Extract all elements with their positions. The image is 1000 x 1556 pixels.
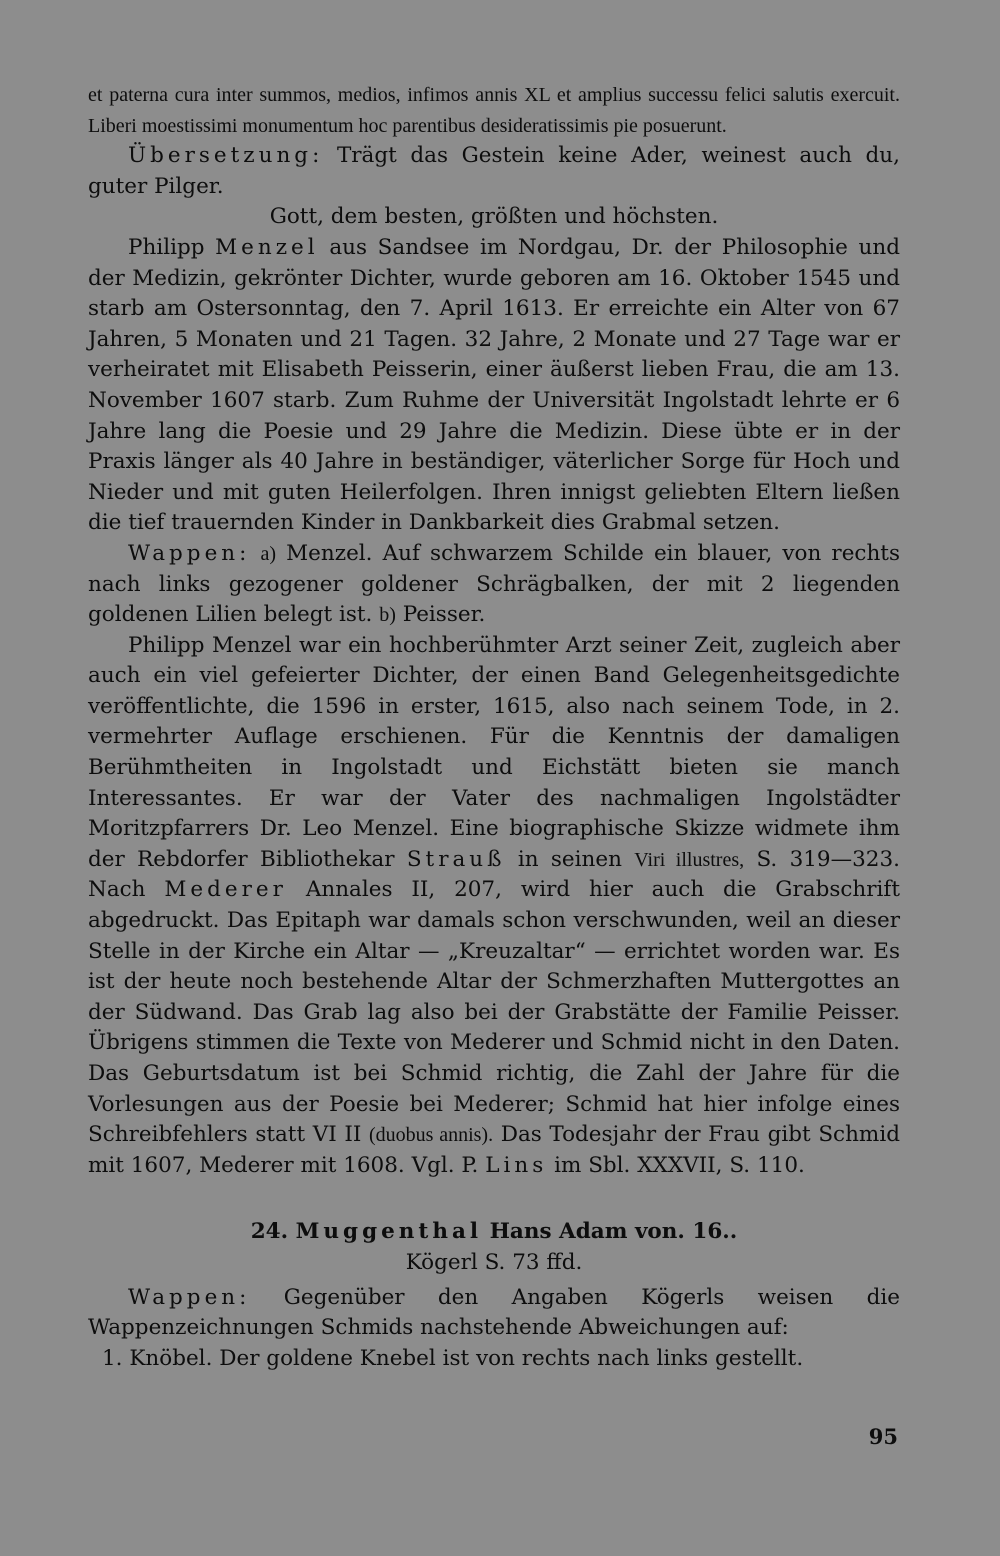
wappen-label-1: Wappen: <box>128 540 251 566</box>
menzel-paragraph <box>88 233 900 539</box>
duobus-annis: (duobus annis). <box>368 1124 494 1147</box>
list-item: 1. Knöbel. Der goldene Knebel ist von rechts nach links gestellt. <box>102 1345 804 1371</box>
entry-number: 24. <box>250 1219 289 1245</box>
entry-reference: Kögerl S. 73 ffd. <box>405 1249 583 1275</box>
latin-inscription: et paterna cura inter summos, medios, infimos annis XL et amplius successu felici salutis exercuit. Liberi moestissimi monumentum hoc parentibus desideratissimis pie posuerunt. <box>88 84 900 137</box>
strauss-name: Strauß <box>406 846 506 872</box>
page-content <box>88 80 900 1520</box>
wappen-a-marker: a) <box>260 542 277 565</box>
commentary-part5: Das Todesjahr der Frau gibt Schmid mit 1607, Mederer mit 1608. Vgl. P. <box>88 1122 900 1178</box>
translation-paragraph <box>88 141 900 202</box>
commentary-paragraph <box>88 631 900 1182</box>
wappen-label-2: Wappen: <box>128 1284 251 1310</box>
viri-title: Viri illustres, <box>634 848 745 871</box>
wappen-paragraph-1 <box>88 539 900 631</box>
menzel-prefix: Philipp <box>128 234 205 260</box>
translation-label: Übersetzung: <box>128 143 324 169</box>
wappen-a-text: Menzel. Auf schwarzem Schilde ein blauer, von rechts nach links gezogener goldener Schrägbalken, der mit 2 liegenden goldenen Lilien belegt ist. <box>88 540 900 628</box>
wappen-b-text: Peisser. <box>402 602 486 628</box>
commentary-part1: Philipp Menzel war ein hochberühmter Arzt seiner Zeit, zugleich aber auch ein viel gefeierter Dichter, der einen Band Gelegenheitsgedichte veröffentlichte, die 1596 in erster, 1615, also nach seinem Tode, in 2. vermehrter Auflage erschienen. Für die Kenntnis der damaligen Berühmtheiten in Ingolstadt und Eichstätt bieten sie manch Interessantes. Er war der Vater des nachmaligen Ingolstädter Moritzpfarrers Dr. Leo Menzel. Eine biographische Skizze widmete ihm der Rebdorfer Bibliothekar <box>88 632 900 872</box>
translation-text: Trägt das Gestein keine Ader, weinest auch du, guter Pilger. <box>88 143 900 199</box>
entry-name: Muggenthal <box>295 1219 483 1245</box>
dedication-line: Gott, dem besten, größten und höchsten. <box>269 204 719 230</box>
entry-rest: Hans Adam von. 16.. <box>489 1219 738 1245</box>
lins-name: Lins <box>485 1152 548 1178</box>
menzel-text: aus Sandsee im Nordgau, Dr. der Philosophie und der Medizin, gekrönter Dichter, wurde geboren am 16. Oktober 1545 und starb am Ostersonntag, den 7. April 1613. Er erreichte ein Alter von 67 Jahren, 5 Monaten und 21 Tagen. 32 Jahre, 2 Monate und 27 Tage war er verheiratet mit Elisabeth Peisserin, einer äußerst lieben Frau, die am 13. November 1607 starb. Zum Ruhme der Universität Ingolstadt lehrte er 6 Jahre lang die Poesie und 29 Jahre die Medizin. Diese übte er in der Praxis länger als 40 Jahre in beständiger, väterlicher Sorge für Hoch und Nieder und mit guten Heilerfolgen. Ihren innigst geliebten Eltern ließen die tief trauernden Kinder in Dankbarkeit dies Grabmal setzen. <box>88 234 901 536</box>
menzel-name: Menzel <box>215 234 319 260</box>
commentary-part3: S. 319—323. Nach <box>88 846 900 903</box>
commentary-part6: im Sbl. XXXVII, S. 110. <box>554 1152 805 1178</box>
entry-heading <box>88 1217 900 1248</box>
page-number: 95 <box>868 1424 898 1449</box>
wappen-text-2: Gegenüber den Angaben Kögerls weisen die Wappenzeichnungen Schmids nachstehende Abweichungen auf: <box>88 1284 900 1341</box>
wappen-b-marker: b) <box>379 604 396 627</box>
commentary-part2: in seinen <box>517 846 622 872</box>
mederer-name: Mederer <box>164 877 287 903</box>
commentary-part4: Annales II, 207, wird hier auch die Grabschrift abgedruckt. Das Epitaph war damals schon verschwunden, weil an dieser Stelle in der Kirche ein Altar — „Kreuzaltar“ — errichtet worden war. Es ist der heute noch bestehende Altar der Schmerzhaften Muttergottes an der Südwand. Das Grab lag also bei der Grabstätte der Familie Peisser. Übrigens stimmen die Texte von Mederer und Schmid nicht in den Daten. Das Geburtsdatum ist bei Schmid richtig, die Zahl der Jahre für die Vorlesungen aus der Poesie bei Mederer; Schmid hat hier infolge eines Schreibfehlers statt VI II <box>88 877 901 1148</box>
wappen-paragraph-2 <box>88 1283 900 1344</box>
